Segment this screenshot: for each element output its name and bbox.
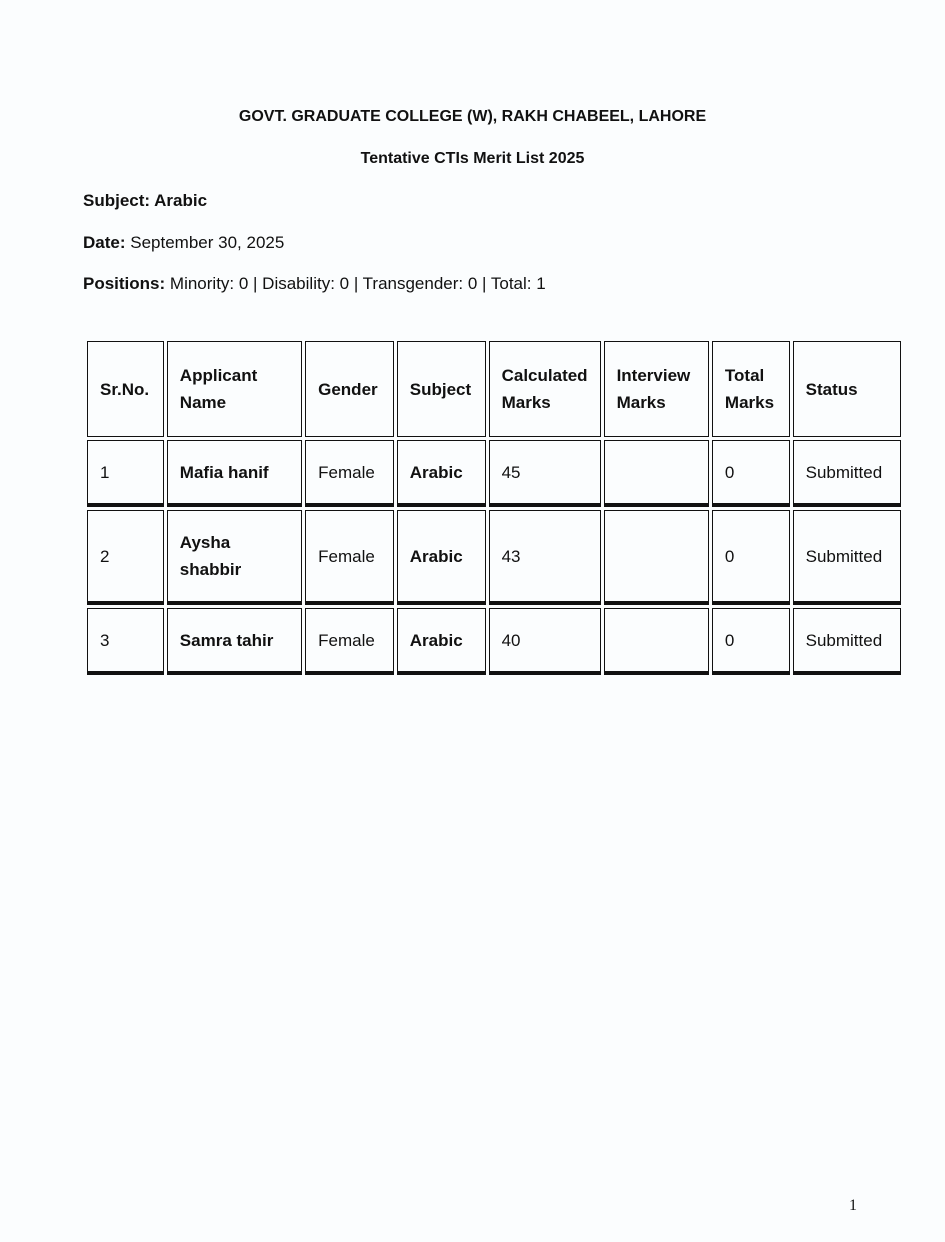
cell-interview-marks <box>604 510 709 605</box>
cell-subject: Arabic <box>397 608 486 675</box>
table-header-row <box>87 341 901 437</box>
cell-status: Submitted <box>793 510 901 605</box>
header-sr-no: Sr.No. <box>87 341 164 437</box>
cell-applicant-name: Mafia hanif <box>167 440 302 507</box>
cell-subject: Arabic <box>397 440 486 507</box>
positions-label: Positions: <box>83 274 166 293</box>
header-status: Status <box>793 341 901 437</box>
cell-applicant-name: Samra tahir <box>167 608 302 675</box>
merit-table <box>84 338 904 678</box>
header-total-marks: Total Marks <box>712 341 790 437</box>
institution-title: GOVT. GRADUATE COLLEGE (W), RAKH CHABEEL, LAHORE <box>238 108 707 125</box>
header-interview-marks: Interview Marks <box>604 341 709 437</box>
cell-total-marks: 0 <box>712 608 790 675</box>
header-gender: Gender <box>305 341 394 437</box>
cell-interview-marks <box>604 608 709 675</box>
table-row <box>87 608 901 675</box>
header-calculated-marks: Calculated Marks <box>489 341 601 437</box>
cell-status: Submitted <box>793 608 901 675</box>
header-subject: Subject <box>397 341 486 437</box>
cell-calculated-marks: 45 <box>489 440 601 507</box>
cell-sr-no: 1 <box>87 440 164 507</box>
subject-label: Subject: <box>83 191 151 210</box>
header-applicant-name: Applicant Name <box>167 341 302 437</box>
cell-calculated-marks: 40 <box>489 608 601 675</box>
merit-list-title: Tentative CTIs Merit List 2025 <box>360 150 585 167</box>
cell-sr-no: 3 <box>87 608 164 675</box>
cell-gender: Female <box>305 510 394 605</box>
table-row <box>87 440 901 507</box>
cell-subject: Arabic <box>397 510 486 605</box>
cell-gender: Female <box>305 608 394 675</box>
subject-value: Arabic <box>154 191 208 210</box>
date-value: September 30, 2025 <box>130 233 285 252</box>
cell-total-marks: 0 <box>712 440 790 507</box>
cell-gender: Female <box>305 440 394 507</box>
positions-line <box>83 274 546 294</box>
cell-applicant-name: Aysha shabbir <box>167 510 302 605</box>
cell-interview-marks <box>604 440 709 507</box>
cell-calculated-marks: 43 <box>489 510 601 605</box>
cell-sr-no: 2 <box>87 510 164 605</box>
positions-value: Minority: 0 | Disability: 0 | Transgender: 0 | Total: 1 <box>169 274 546 293</box>
date-line <box>83 233 284 253</box>
subject-line <box>83 191 207 211</box>
date-label: Date: <box>83 233 126 252</box>
table-row <box>87 510 901 605</box>
page-number: 1 <box>849 1197 857 1214</box>
cell-status: Submitted <box>793 440 901 507</box>
cell-total-marks: 0 <box>712 510 790 605</box>
